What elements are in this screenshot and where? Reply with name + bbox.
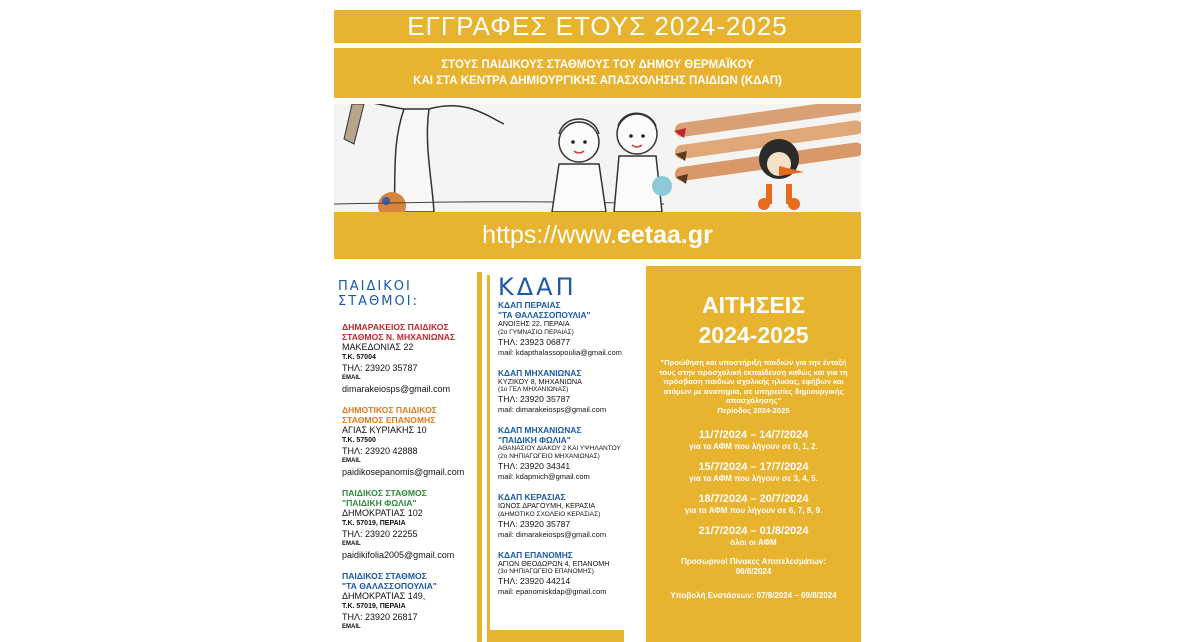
station-name: ΠΑΙΔΙΚΟΣ ΣΤΑΘΜΟΣ xyxy=(342,571,427,581)
program-quote: "Προώθηση και υποστήριξη παιδιών για την ένταξή τους στην προσχολική εκπαίδευση καθώς και για τη πρόσβαση παιδιών σχολικής ηλικίας, εφήβων και ατόμων με αναπηρία, σε υπηρεσίες δημιουργικής απασχόλησης" xyxy=(659,358,848,405)
kdap-address: ΑΓΙΩΝ ΘΕΟΔΩΡΩΝ 4, ΕΠΑΝΟΜΗ xyxy=(498,558,610,568)
station-tk: Τ.Κ. 57019, ΠΕΡΑΙΑ xyxy=(342,520,406,527)
station-entry xyxy=(342,405,477,478)
url-domain[interactable]: eetaa.gr xyxy=(616,221,713,249)
website-banner xyxy=(334,212,861,259)
date-range: 15/7/2024 – 17/7/2024 xyxy=(698,460,809,473)
kdap-footer-bar xyxy=(487,630,624,642)
kdap-address-note: (2ο ΝΗΠΙΑΓΩΓΕΙΟ ΜΗΧΑΝΙΩΝΑΣ) xyxy=(498,453,600,460)
results-label: Προσωρινοί Πίνακες Αποτελεσμάτων: xyxy=(681,556,826,566)
date-range: 18/7/2024 – 20/7/2024 xyxy=(698,492,809,505)
stations-column xyxy=(334,266,477,642)
program-period: Περίοδος 2024-2025 xyxy=(717,405,790,415)
url-prefix[interactable]: https://www. xyxy=(482,221,617,249)
kdap-entry xyxy=(498,550,642,598)
station-phone: ΤΗΛ: 23920 42888 xyxy=(342,446,418,456)
kdap-phone: ΤΗΛ: 23920 35787 xyxy=(498,394,571,404)
date-description: για τα ΑΦΜ που λήγουν σε 0, 1, 2. xyxy=(689,441,818,451)
date-range: 11/7/2024 – 14/7/2024 xyxy=(698,428,809,441)
station-email-label: EMAIL xyxy=(342,375,361,381)
objections-dates: Υποβολή Ενστάσεων: 07/8/2024 – 09/8/2024 xyxy=(670,590,837,600)
station-name-2: "ΠΑΙΔΙΚΗ ΦΩΛΙΑ" xyxy=(342,498,417,508)
station-address: ΔΗΜΟΚΡΑΤΙΑΣ 149, xyxy=(342,591,426,601)
subtitle-line-2: ΚΑΙ ΣΤΑ ΚΕΝΤΡΑ ΔΗΜΙΟΥΡΓΙΚΗΣ ΑΠΑΣΧΟΛΗΣΗΣ ΠΑΙΔΙΩΝ (ΚΔΑΠ) xyxy=(413,75,782,87)
kdap-name: ΚΔΑΠ ΕΠΑΝΟΜΗΣ xyxy=(498,549,573,560)
station-tk: Τ.Κ. 57019, ΠΕΡΑΙΑ xyxy=(342,603,406,610)
main-title: ΕΓΓΡΑΦΕΣ ΕΤΟΥΣ 2024-2025 xyxy=(334,10,861,43)
kdap-list xyxy=(498,274,642,597)
kdap-phone: ΤΗΛ: 23920 35787 xyxy=(498,518,571,529)
station-name: ΔΗΜΑΡΑΚΕΙΟΣ ΠΑΙΔΙΚΟΣ xyxy=(342,322,449,332)
applications-title xyxy=(646,290,861,350)
kdap-divider xyxy=(487,275,490,635)
kdap-email[interactable]: mail: dimarakeiosps@gmail.com xyxy=(498,405,607,414)
station-entry xyxy=(342,571,477,632)
station-tk: Τ.Κ. 57004 xyxy=(342,354,376,361)
station-entry xyxy=(342,488,477,561)
kdap-address-note: (2ο ΓΥΜΝΑΣΙΟ ΠΕΡΑΙΑΣ) xyxy=(498,328,574,336)
kdap-entry xyxy=(498,300,642,358)
kdap-address-note: (ΔΗΜΟΤΙΚΟ ΣΧΟΛΕΙΟ ΚΕΡΑΣΙΑΣ) xyxy=(498,510,601,518)
station-phone: ΤΗΛ: 23920 35787 xyxy=(342,363,418,373)
kdap-email[interactable]: mail: kdapmich@gmail.com xyxy=(498,472,590,481)
kdap-address-note: (1ο ΓΕΛ ΜΗΧΑΝΙΩΝΑΣ) xyxy=(498,386,569,393)
station-address: ΜΑΚΕΔΟΝΙΑΣ 22 xyxy=(342,342,414,352)
illustration-drawing xyxy=(334,104,861,212)
station-phone: ΤΗΛ: 23920 26817 xyxy=(342,612,418,622)
station-address: ΔΗΜΟΚΡΑΤΙΑΣ 102 xyxy=(342,508,423,518)
station-email[interactable]: dimarakeiosps@gmail.com xyxy=(342,384,451,394)
station-phone: ΤΗΛ: 23920 22255 xyxy=(342,529,418,539)
kdap-phone: ΤΗΛ: 23920 34341 xyxy=(498,461,571,471)
station-email[interactable]: paidikifolia2005@gmail.com xyxy=(342,550,455,560)
kdap-address: ΑΝΟΙΞΗΣ 22, ΠΕΡΑΙΑ xyxy=(498,319,570,328)
station-name-2: ΣΤΑΘΜΟΣ Ν. ΜΗΧΑΝΙΩΝΑΣ xyxy=(342,332,456,342)
kdap-email[interactable]: mail: kdapthalassopoulia@gmail.com xyxy=(498,347,622,357)
station-name: ΔΗΜΟΤΙΚΟΣ ΠΑΙΔΙΚΟΣ xyxy=(342,405,437,415)
station-email-label: EMAIL xyxy=(342,458,361,464)
station-address: ΑΓΙΑΣ ΚΥΡΙΑΚΗΣ 10 xyxy=(342,425,427,435)
kdap-name: ΚΔΑΠ ΜΗΧΑΝΙΩΝΑΣ xyxy=(498,367,582,378)
kdap-phone: ΤΗΛ: 23920 44214 xyxy=(498,576,571,586)
date-range: 21/7/2024 – 01/8/2024 xyxy=(698,524,809,537)
date-description: για τα ΑΦΜ που λήγουν σε 6, 7, 8, 9. xyxy=(684,505,823,515)
kdap-entry xyxy=(498,492,642,540)
station-name-2: "ΤΑ ΘΑΛΑΣΣΟΠΟΥΛΙΑ" xyxy=(342,581,437,591)
stations-title: ΠΑΙΔΙΚΟΙ ΣΤΑΘΜΟΙ: xyxy=(338,279,419,309)
kdap-entry xyxy=(498,368,642,416)
kdap-column xyxy=(482,266,642,642)
flyer xyxy=(334,0,861,642)
children-illustration xyxy=(334,104,861,212)
date-description: για τα ΑΦΜ που λήγουν σε 3, 4, 5. xyxy=(689,473,818,483)
station-email[interactable]: paidikosepanomis@gmail.com xyxy=(342,467,465,477)
station-name-2: ΣΤΑΘΜΟΣ ΕΠΑΝΟΜΗΣ xyxy=(342,415,436,425)
kdap-address: ΑΘΑΝΑΣΙΟΥ ΔΙΑΚΟΥ 2 ΚΑΙ ΥΨΗΛΑΝΤΟΥ xyxy=(498,445,621,452)
kdap-address: ΚΥΖΙΚΟΥ 8, ΜΗΧΑΝΙΩΝΑ xyxy=(498,376,582,386)
kdap-address: ΙΩΝΟΣ ΔΡΑΓΟΥΜΗ, ΚΕΡΑΣΙΑ xyxy=(498,501,596,510)
kdap-address-note: (3ο ΝΗΠΙΑΓΩΓΕΙΟ ΕΠΑΝΟΜΗΣ) xyxy=(498,568,594,575)
application-dates xyxy=(646,429,861,548)
station-email-label: EMAIL xyxy=(342,541,361,547)
kdap-email[interactable]: mail: epanomiskdap@gmail.com xyxy=(498,587,607,596)
kdap-phone: ΤΗΛ: 23923 06877 xyxy=(498,336,571,347)
kdap-entry xyxy=(498,425,642,482)
kdap-email[interactable]: mail: dimarakeiosps@gmail.com xyxy=(498,529,607,539)
applications-title-2: 2024-2025 xyxy=(698,322,809,348)
applications-panel xyxy=(646,266,861,642)
kdap-name-2: "ΠΑΙΔΙΚΗ ΦΩΛΙΑ" xyxy=(498,435,571,445)
station-email-label: EMAIL xyxy=(342,624,361,630)
kdap-name: ΚΔΑΠ ΜΗΧΑΝΙΩΝΑΣ xyxy=(498,425,582,435)
kdap-name: ΚΔΑΠ ΠΕΡΑΙΑΣ xyxy=(498,300,561,310)
results-date: 06/8/2024 xyxy=(735,566,772,576)
kdap-name: ΚΔΑΠ ΚΕΡΑΣΙΑΣ xyxy=(498,492,566,502)
kdap-name-2: "ΤΑ ΘΑΛΑΣΣΟΠΟΥΛΙΑ" xyxy=(498,310,591,320)
date-description: όλοι οι ΑΦΜ xyxy=(730,537,777,547)
subtitle-banner xyxy=(334,48,861,98)
station-tk: Τ.Κ. 57500 xyxy=(342,437,376,444)
applications-title-1: ΑΙΤΗΣΕΙΣ xyxy=(702,292,805,318)
stations-list xyxy=(342,322,477,632)
kdap-title: ΚΔΑΠ xyxy=(498,273,577,301)
subtitle-line-1: ΣΤΟΥΣ ΠΑΙΔΙΚΟΥΣ ΣΤΑΘΜΟΥΣ ΤΟΥ ΔΗΜΟΥ ΘΕΡΜΑΪΚΟΥ xyxy=(441,59,754,71)
station-entry xyxy=(342,322,477,395)
station-name: ΠΑΙΔΙΚΟΣ ΣΤΑΘΜΟΣ xyxy=(342,488,427,498)
